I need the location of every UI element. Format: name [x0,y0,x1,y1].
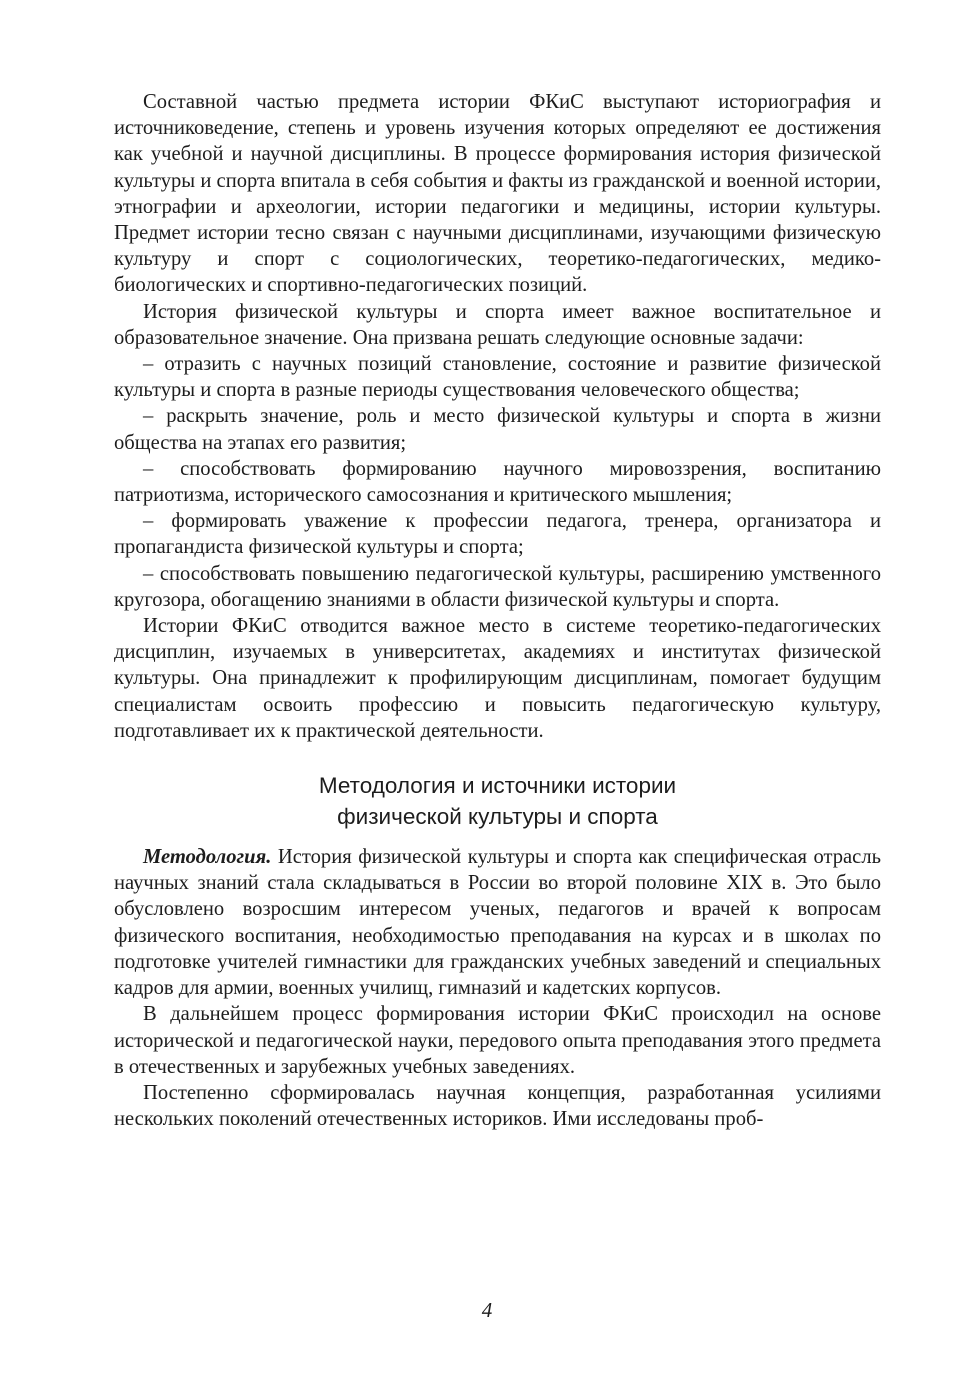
page-body [114,89,881,1132]
paragraph-place-in-curriculum: Истории ФКиС отводится важное место в системе теоретико-педагогических дисциплин, изучаемых в университетах, академиях и институтах физической культуры. Она принадлежит к профилирующим дисциплинам, помогает будущим специалистам освоить профессию и повысить педагогическую культуру, подготавливает их к практической деятельности. [114,615,881,742]
section-heading [114,770,881,832]
methodology-text: История физической культуры и спорта как специфическая отрасль научных знаний стала складываться в России во второй половине XIX в. Это было обусловлено возросшим интересом ученых, педагогов и врачей к вопросам физического воспитания, необходимостью преподавания на курсах и в школах по подготовке учителей гимнастики для гражданских учебных заведений и специальных кадров для армии, военных училищ, гимназий и кадетских корпусов. [114,846,881,1000]
page-number: 4 [481,1298,493,1322]
task-item: – способствовать повышению педагогической культуры, расширению умственного кругозора, обогащению знаниями в области физической культуры и спорта. [114,562,881,611]
section-heading-line-2: физической культуры и спорта [337,804,658,830]
task-item: – раскрыть значение, роль и место физической культуры и спорта в жизни общества на этапах его развития; [114,405,881,454]
task-item: – формировать уважение к профессии педагога, тренера, организатора и пропагандиста физической культуры и спорта; [114,510,881,559]
task-item: – способствовать формированию научного мировоззрения, воспитанию патриотизма, исторического самосознания и критического мышления; [114,457,881,507]
paragraph-methodology [114,844,881,1001]
paragraph-scientific-concept: Постепенно сформировалась научная концепция, разработанная усилиями нескольких поколений отечественных историков. Ими исследованы проб- [114,1081,881,1131]
paragraph-historiography: Составной частью предмета истории ФКиС выступают историография и источниковедение, степень и уровень изучения которых определяют ее достижения как учебной и научной дисциплины. В процессе формирования история физической культуры и спорта впитала в себя события и факты из гражданской и военной истории, этнографии и археологии, истории педагогики и медицины, истории культуры. Предмет истории тесно связан с научными дисциплинами, изучающими физическую культуру и спорт с социологических, теоретико-педагогических, медико-биологических и спортивно-педагогических позиций. [114,91,881,297]
section-heading-line-1: Методология и источники истории [318,773,677,799]
task-item: – отразить с научных позиций становление, состояние и развитие физической культуры и спорта в разные периоды существования человеческого общества; [114,353,881,402]
methodology-lead-term: Методология. [143,846,272,869]
paragraph-importance: История физической культуры и спорта имеет важное воспитательное и образовательное значение. Она призвана решать следующие основные задачи: [114,300,881,349]
paragraph-further-development: В дальнейшем процесс формирования истории ФКиС происходил на основе исторической и педагогической науки, передового опыта преподавания этого предмета в отечественных и зарубежных учебных заведениях. [114,1003,881,1078]
